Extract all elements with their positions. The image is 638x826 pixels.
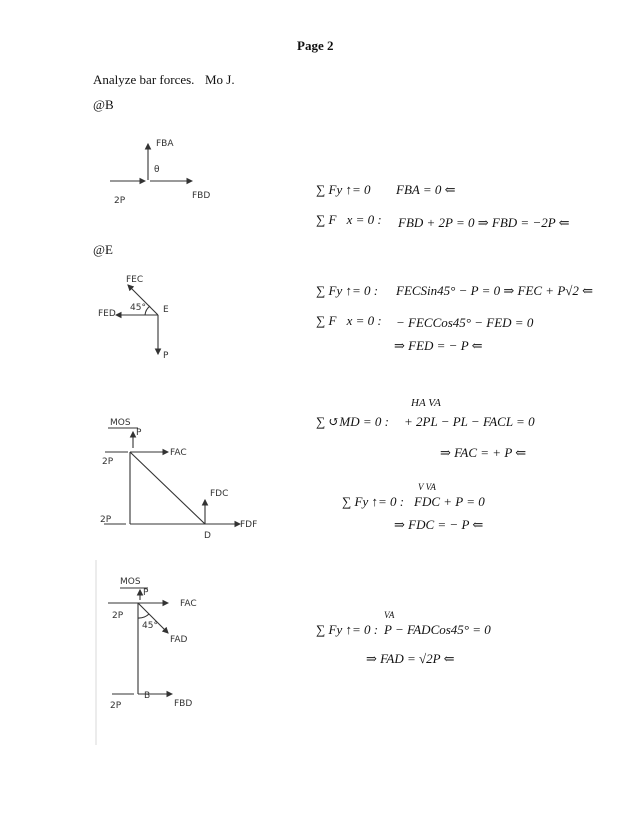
eq-ad-result: ⇒ FAD = √2P ⇐ (366, 651, 455, 666)
eq-e-fy-rhs: FECSin45° − P = 0 ⇒ FEC + P√2 ⇐ (396, 283, 594, 298)
eq-md-rhs: + 2PL − PL − FACL = 0 (404, 414, 535, 429)
label-theta: θ (154, 165, 160, 175)
label-2p-mos1-b: 2P (100, 515, 112, 525)
label-b-mos2: B (144, 691, 151, 701)
label-2p-mos2-b: 2P (110, 701, 122, 711)
eq-dc-rhs: FDC + P = 0 (414, 494, 485, 509)
label-2p-mos1-a: 2P (102, 457, 114, 467)
eq-e-fy-lhs: ∑ Fy ↑= 0 : (316, 283, 379, 298)
eq-e-fx-lhs: ∑ F⃗x = 0 : (316, 313, 382, 328)
label-p-mos2: P (143, 588, 149, 598)
eq-dc-labels: V VA (418, 482, 436, 492)
label-2p-mos2-a: 2P (112, 611, 124, 621)
intro-text: Analyze bar forces. (93, 72, 195, 87)
eq-e-fx-result: ⇒ FED = − P ⇐ (394, 338, 483, 353)
label-mos-2: MOS (120, 577, 141, 587)
label-p-mos1: P (136, 428, 142, 438)
eq-md-lhs: ∑ ↺MD = 0 : (316, 414, 389, 429)
eq-b-fx-lhs: ∑ F⃗x = 0 : (316, 212, 382, 227)
label-2p-b: 2P (114, 196, 126, 206)
eq-dc-lhs: ∑ Fy ↑= 0 : (342, 494, 405, 509)
mos-sketch-1 (104, 428, 240, 524)
eq-ad-lhs: ∑ Fy ↑= 0 : (316, 622, 379, 637)
label-fed: FED (98, 309, 116, 319)
label-angle-e: 45° (130, 303, 146, 313)
label-fbd-b: FBD (192, 191, 211, 201)
label-fac-mos2: FAC (180, 599, 197, 609)
eq-dc-result: ⇒ FDC = − P ⇐ (394, 517, 484, 532)
eq-ad-labels: VA (384, 610, 395, 620)
fbd-sketch-e (116, 285, 158, 354)
label-fdc-mos1: FDC (210, 489, 229, 499)
eq-md-labels: HA VA (411, 397, 441, 409)
fbd-sketch-b (110, 144, 192, 181)
label-mos-1: MOS (110, 418, 131, 428)
author-name: Mo J. (205, 72, 235, 87)
section-label-e: @E (93, 242, 113, 257)
eq-b-fx-rhs: FBD + 2P = 0 ⇒ FBD = −2P ⇐ (398, 215, 570, 230)
mos-sketch-2 (96, 560, 172, 745)
label-fba: FBA (156, 139, 174, 149)
label-angle-mos2: 45° (142, 621, 158, 631)
eq-ad-rhs: P − FADCos45° = 0 (384, 622, 491, 637)
label-fbd-mos2: FBD (174, 699, 193, 709)
eq-md-result: ⇒ FAC = + P ⇐ (440, 445, 527, 460)
page-title: Page 2 (297, 38, 334, 53)
label-fec: FEC (126, 275, 144, 285)
label-fdf-mos1: FDF (240, 520, 258, 530)
label-d-mos1: D (204, 531, 211, 541)
label-fad-mos2: FAD (170, 635, 188, 645)
eq-b-fy-lhs: ∑ Fy ↑= 0 (316, 182, 371, 197)
eq-e-fx-rhs: − FECCos45° − FED = 0 (396, 315, 534, 330)
label-p-e: P (163, 351, 169, 361)
eq-b-fy-rhs: FBA = 0 ⇐ (396, 182, 456, 197)
label-fac-mos1: FAC (170, 448, 187, 458)
section-label-b: @B (93, 97, 114, 112)
label-node-e: E (163, 305, 169, 315)
